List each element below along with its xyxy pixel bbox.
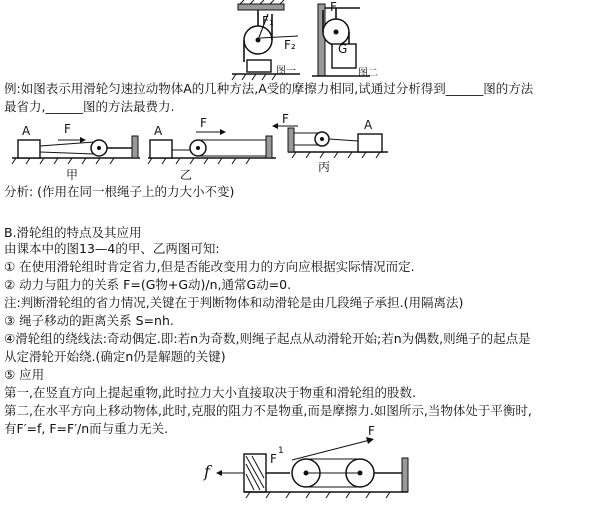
bottom-f1-sup: 1 bbox=[278, 446, 284, 456]
fig2-caption: 图二 bbox=[358, 68, 378, 79]
jia-f-label: F bbox=[64, 122, 71, 136]
fig1-f1-label: F₁ bbox=[262, 14, 274, 28]
fig1-f2-label: F₂ bbox=[284, 38, 296, 52]
bottom-friction-f-label: f bbox=[204, 462, 210, 481]
yi-f-label: F bbox=[200, 116, 207, 130]
figure-bottom-pulley-block bbox=[216, 437, 408, 498]
yi-caption: 乙 bbox=[180, 168, 193, 182]
fig1-caption: 图一 bbox=[276, 66, 296, 77]
bottom-f-label: F bbox=[368, 424, 375, 438]
example-line-2: 最省力,______图的方法最费力. bbox=[4, 99, 175, 114]
section-b-item-4-line-2: 从定滑轮开始绕.(确定n仍是解题的关键) bbox=[4, 349, 226, 364]
figure-yi bbox=[148, 129, 276, 164]
yi-a-label: A bbox=[154, 124, 163, 138]
section-b-note: 注:判断滑轮组的省力情况,关键在于判断物体和动滑轮是由几段绳子承担.(用隔离法) bbox=[4, 295, 464, 310]
example-line-1: 例:如图表示用滑轮匀速拉动物体A的几种方法,A受的摩擦力相同,试通过分析得到______图的方法 bbox=[4, 81, 534, 96]
fig2-g-label: G bbox=[338, 42, 348, 56]
figure-jia bbox=[12, 136, 140, 164]
section-b-paragraph-2-line-2: 有F′=f, F=F′/n而与重力无关. bbox=[4, 421, 169, 436]
bottom-f1-label: F bbox=[270, 452, 277, 466]
bing-caption: 丙 bbox=[318, 160, 331, 174]
section-b-item-4-line-1: ④滑轮组的绕线法:奇动偶定.即:若n为奇数,则绳子起点从动滑轮开始;若n为偶数,则绳子的起点是 bbox=[4, 331, 531, 346]
jia-a-label: A bbox=[22, 124, 31, 138]
section-b-title: B.滑轮组的特点及其应用 bbox=[4, 225, 142, 240]
section-b-item-5: ⑤ 应用 bbox=[4, 367, 45, 382]
section-b-paragraph-1: 第一,在竖直方向上提起重物,此时拉力大小直接取决于物重和滑轮组的股数. bbox=[4, 385, 416, 400]
analysis-text: 分析: (作用在同一根绳子上的力大小不变) bbox=[4, 184, 235, 199]
section-b-paragraph-2-line-1: 第二,在水平方向上移动物体,此时,克服的阻力不是物重,而是摩擦力.如图所示,当物体处于平衡时, bbox=[4, 403, 532, 418]
section-b-item-1: ① 在使用滑轮组时肯定省力,但是否能改变用力的方向应根据实际情况而定. bbox=[4, 259, 415, 274]
section-b-item-3: ③ 绳子移动的距离关系 S=nh. bbox=[4, 313, 174, 328]
jia-caption: 甲 bbox=[66, 168, 79, 182]
fig2-f-label: F bbox=[330, 0, 337, 14]
bing-f-label: F bbox=[282, 112, 289, 126]
bing-a-label: A bbox=[364, 118, 373, 132]
section-b-item-2: ② 动力与阻力的关系 F=(G物+G动)/n,通常G动=0. bbox=[4, 277, 292, 292]
section-b-intro: 由课本中的图13—4的甲、乙两图可知: bbox=[4, 241, 220, 256]
